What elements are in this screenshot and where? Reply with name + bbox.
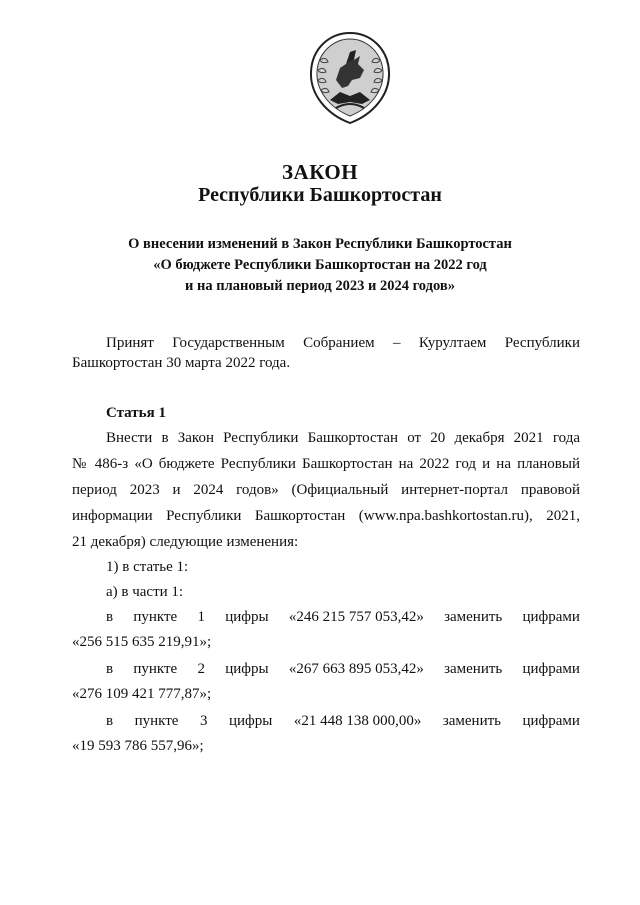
word: пункте bbox=[134, 713, 179, 729]
word: цифрами bbox=[522, 609, 580, 625]
word: пункте bbox=[133, 661, 178, 677]
word: цифрами bbox=[522, 661, 580, 677]
word: 2 bbox=[197, 661, 205, 677]
coat-of-arms-emblem bbox=[306, 30, 394, 126]
intro-line-1: Внести в Закон Республики Башкортостан от 20 декабря 2021 года bbox=[106, 430, 580, 446]
word: цифрами bbox=[522, 713, 580, 729]
word: в bbox=[106, 713, 114, 729]
subtitle-line-2: «О бюджете Республики Башкортостан на 2022 год bbox=[153, 257, 487, 273]
word: заменить bbox=[442, 713, 501, 729]
old-value: «246 215 757 053,42» bbox=[288, 609, 424, 625]
change-new-value-2: «276 109 421 777,87»; bbox=[72, 686, 212, 702]
change-new-value-3: «19 593 786 557,96»; bbox=[72, 738, 204, 754]
word: 3 bbox=[199, 713, 208, 729]
item-1a: а) в части 1: bbox=[106, 584, 184, 600]
word: в bbox=[106, 609, 114, 625]
change-new-value-1: «256 515 635 219,91»; bbox=[72, 634, 212, 650]
word: заменить bbox=[444, 661, 503, 677]
intro-line-4: информации Республики Башкортостан (www.npa.bashkortostan.ru), 2021, bbox=[72, 508, 580, 524]
old-value: «21 448 138 000,00» bbox=[293, 713, 422, 729]
word: 1 bbox=[197, 609, 205, 625]
subtitle-line-3: и на плановый период 2023 и 2024 годов» bbox=[185, 278, 455, 294]
intro-line-5: 21 декабря) следующие изменения: bbox=[72, 534, 299, 550]
document-type-title: ЗАКОН bbox=[281, 160, 359, 184]
authority-title: Республики Башкортостан bbox=[198, 184, 442, 206]
word: заменить bbox=[444, 609, 503, 625]
item-1: 1) в статье 1: bbox=[106, 559, 189, 575]
adoption-line-2: Башкортостан 30 марта 2022 года. bbox=[72, 355, 291, 371]
intro-line-2: № 486-з «О бюджете Республики Башкортостан на 2022 год и на плановый bbox=[72, 456, 580, 472]
word: цифры bbox=[225, 661, 269, 677]
intro-line-3: период 2023 и 2024 годов» (Официальный интернет-портал правовой bbox=[72, 482, 580, 498]
adoption-line-1: Принят Государственным Собранием – Курултаем Республики bbox=[106, 335, 580, 351]
change-row-1 bbox=[106, 607, 580, 627]
word: цифры bbox=[228, 713, 273, 729]
old-value: «267 663 895 053,42» bbox=[288, 661, 424, 677]
word: пункте bbox=[133, 609, 178, 625]
change-row-3 bbox=[106, 711, 580, 731]
article-heading: Статья 1 bbox=[106, 405, 166, 421]
subtitle-line-1: О внесении изменений в Закон Республики Башкортостан bbox=[128, 236, 512, 252]
word: в bbox=[106, 661, 114, 677]
change-row-2 bbox=[106, 659, 580, 679]
word: цифры bbox=[225, 609, 269, 625]
